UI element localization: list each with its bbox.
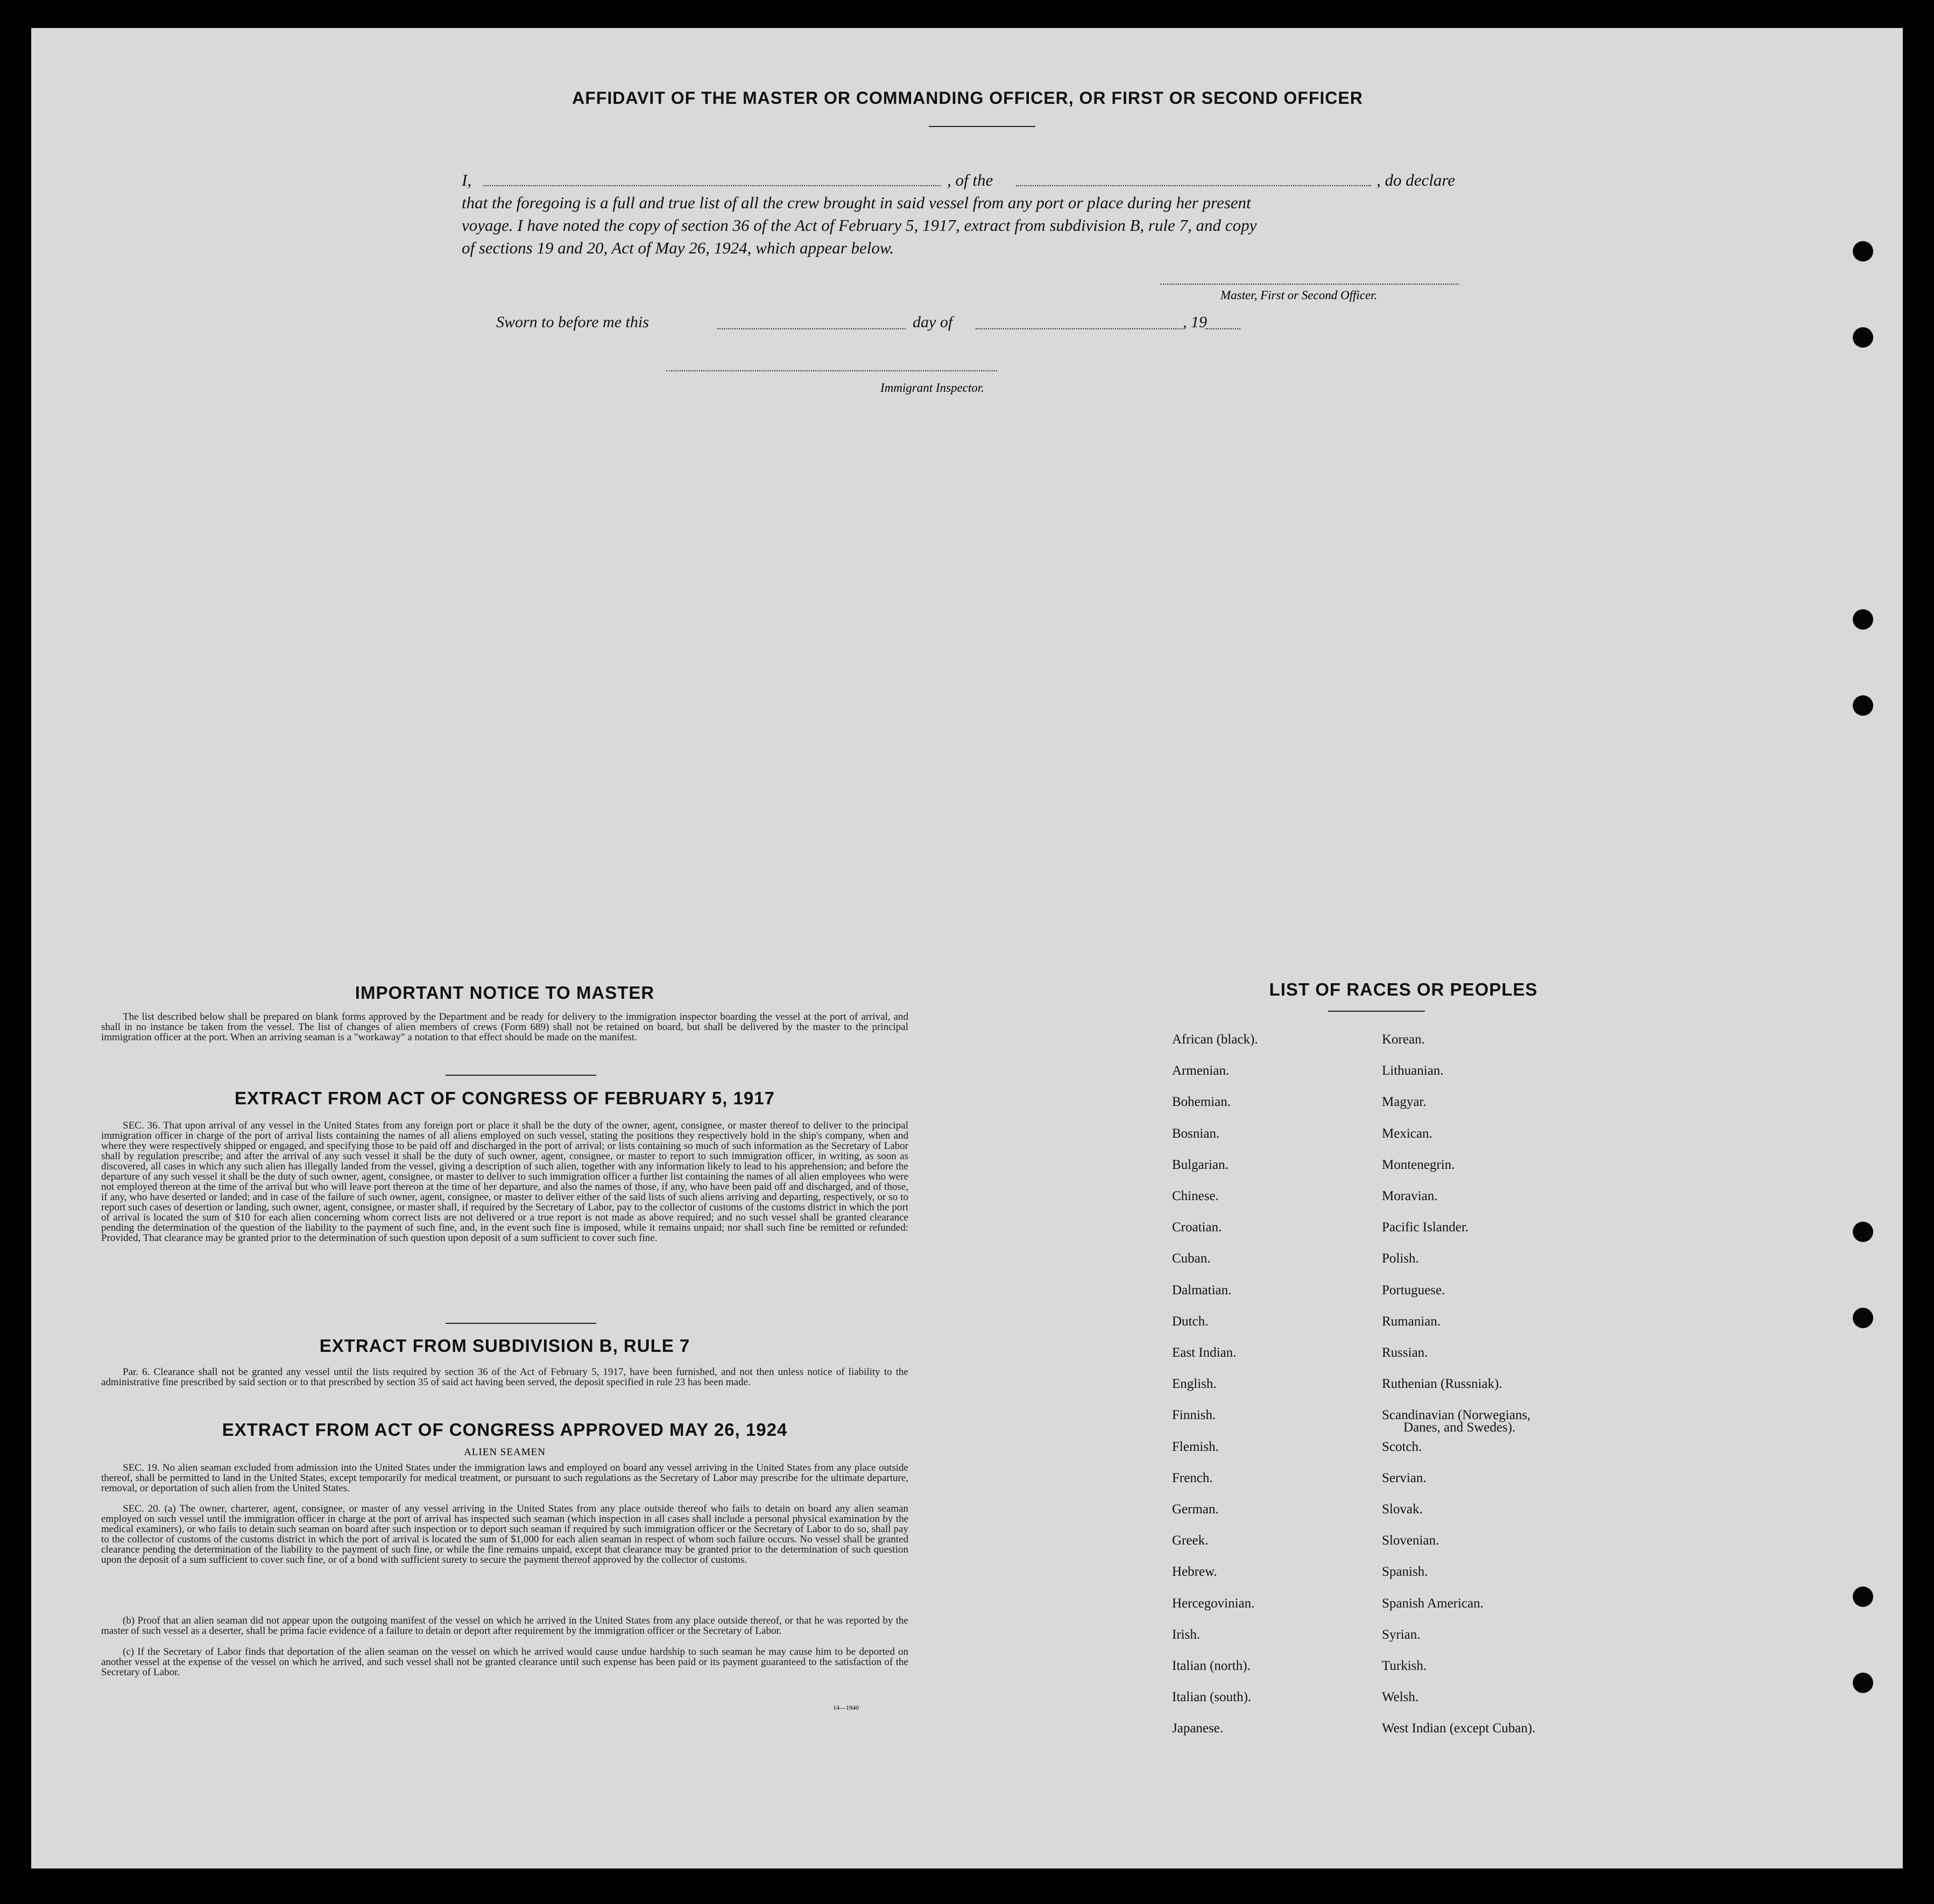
race-left-item: Japanese.: [1172, 1721, 1224, 1736]
master-signature-blank[interactable]: [1160, 284, 1459, 285]
extract-1917-text: SEC. 36. That upon arrival of any vessel in the United States from any foreign port or place it shall be the duty of the owner, agent, consignee, or master thereof to deliver to the principal immigration officer in charge of the port of arrival lists containing the names of all aliens employed on such vessel, stating the positions they respectively hold in the ship's company, when and where they were respectively shipped or engaged, and specifying those to be paid off and discharged in the port of arrival; or lists containing so much of such information as the Secretary of Labor shall by regulation prescribe; and after the arrival of any such vessel it shall be the duty of such owner, agent, consignee, or master to report to such immigration officer, in writing, as soon as discovered, all cases in which any such alien has illegally landed from the vessel, giving a description of such alien, together with any information likely to lead to his apprehension; and before the departure of any such vessel it shall be the duty of such owner, agent, consignee, or master to deliver to such immigration officer a further list containing the names of all alien employees who were not employed thereon at the time of the arrival but who will leave port thereon at the time of her departure, and also the names of those, if any, who have been paid off and discharged, and of those, if any, who have deserted or landed; and in case of the failure of such owner, agent, consignee, or master to deliver either of the said lists of such aliens arriving and departing, respectively, or so to report such cases of desertion or landing, such owner, agent, consignee, or master shall, if required by the Secretary of Labor, pay to the collector of customs of the customs district in which the port of arrival is located the sum of $10 for each alien concerning whom correct lists are not delivered or a true report is not made as above required; and no such vessel shall be granted clearance pending the determination of the question of the liability to the payment of such fine, and, in the event such fine is imposed, while it remains unpaid; nor shall such fine be remitted or refunded: Provided, That clearance may be granted prior to the determination of such question upon deposit of a sum sufficient to cover such fine.: [101, 1120, 908, 1244]
alien-seamen-subtitle: ALIEN SEAMEN: [464, 1447, 546, 1458]
subdivision-b-text: Par. 6. Clearance shall not be granted any vessel until the lists required by section 36 of the Act of February 5, 1917, have been furnished, and not then unless notice of liability to the administrative fine prescribed by said section or to that prescribed by section 35 of said act having been served, the deposit specified in rule 23 has been made.: [101, 1366, 908, 1388]
race-left-item: African (black).: [1172, 1032, 1258, 1047]
affidavit-line-1: [462, 169, 1527, 192]
race-right-item: Spanish.: [1382, 1564, 1428, 1579]
vessel-blank[interactable]: [1016, 185, 1371, 186]
sec-20c-text: (c) If the Secretary of Labor finds that deportation of the alien seaman on the vessel on which he arrived would cause undue hardship to such seaman he may cause him to be deported on another vessel at the expense of the vessel on which he arrived, and such vessel shall not be granted clearance until such expense has been paid or its payment guaranteed to the satisfaction of the Secretary of Labor.: [101, 1646, 908, 1678]
subdivision-b-title: EXTRACT FROM SUBDIVISION B, RULE 7: [319, 1336, 690, 1356]
affidavit-line-4: of sections 19 and 20, Act of May 26, 1924, which appear below.: [462, 238, 894, 257]
extract-1917-title: EXTRACT FROM ACT OF CONGRESS OF FEBRUARY 5, 1917: [235, 1088, 775, 1108]
race-right-item: Polish.: [1382, 1251, 1419, 1266]
sworn-year-label: , 19: [1183, 313, 1207, 331]
affidavit-line-2: that the foregoing is a full and true list of all the crew brought in said vessel from any port or place during her present: [462, 193, 1251, 212]
race-left-item: Croatian.: [1172, 1220, 1222, 1235]
race-left-item: Greek.: [1172, 1533, 1209, 1548]
race-scandinavian-cont: Danes, and Swedes).: [1403, 1420, 1516, 1435]
race-right-item: West Indian (except Cuban).: [1382, 1721, 1536, 1736]
race-left-item: Armenian.: [1172, 1063, 1230, 1078]
race-right-item: Welsh.: [1382, 1690, 1419, 1704]
sworn-prefix: Sworn to before me this: [496, 313, 649, 331]
race-left-item: East Indian.: [1172, 1345, 1237, 1360]
document-sheet: [31, 28, 1903, 1868]
race-left-item: Bohemian.: [1172, 1095, 1231, 1109]
name-blank[interactable]: [483, 185, 941, 186]
race-left-item: Flemish.: [1172, 1440, 1219, 1454]
race-right-item: Turkish.: [1382, 1659, 1427, 1673]
sec-19-text: SEC. 19. No alien seaman excluded from admission into the United States under the immigration laws and employed on board any vessel arriving in the United States from any place outside thereof, shall be permitted to land in the United States, except temporarily for medical treatment, or pursuant to such regulations as the Secretary of Labor may prescribe for the ultimate departure, removal, or deportation of such alien from the United States.: [101, 1462, 908, 1494]
race-left-item: English.: [1172, 1377, 1217, 1391]
affidavit-declare-label: , do declare: [1377, 171, 1456, 189]
sworn-day-blank[interactable]: [717, 328, 906, 329]
race-left-item: Bulgarian.: [1172, 1158, 1229, 1172]
punch-hole: [1853, 1308, 1873, 1328]
races-title: LIST OF RACES OR PEOPLES: [1269, 979, 1538, 999]
race-right-item: Magyar.: [1382, 1095, 1427, 1109]
title-divider: [929, 126, 1035, 127]
extract-1924-title: EXTRACT FROM ACT OF CONGRESS APPROVED MAY 26, 1924: [222, 1420, 788, 1440]
sworn-year-blank[interactable]: [1205, 328, 1240, 329]
extract-1917-divider: [446, 1323, 596, 1324]
notice-divider: [446, 1075, 596, 1076]
punch-hole: [1853, 241, 1873, 262]
race-right-item: Slovenian.: [1382, 1533, 1439, 1548]
race-left-item: Dalmatian.: [1172, 1283, 1232, 1297]
race-right-item: Russian.: [1382, 1345, 1428, 1360]
punch-hole: [1853, 695, 1873, 716]
race-left-item: German.: [1172, 1502, 1219, 1517]
sworn-line: [496, 313, 649, 332]
sworn-month-blank[interactable]: [976, 328, 1183, 329]
punch-hole: [1853, 327, 1873, 348]
race-left-item: Irish.: [1172, 1627, 1201, 1642]
master-caption: Master, First or Second Officer.: [1220, 288, 1378, 302]
race-right-item: Montenegrin.: [1382, 1158, 1455, 1172]
race-right-item: Ruthenian (Russniak).: [1382, 1377, 1502, 1391]
race-left-item: French.: [1172, 1471, 1213, 1485]
race-right-item: Mexican.: [1382, 1126, 1432, 1141]
race-right-item: Korean.: [1382, 1032, 1425, 1047]
inspector-caption: Immigrant Inspector.: [880, 381, 984, 394]
sec-20a-text: SEC. 20. (a) The owner, charterer, agent, consignee, or master of any vessel arriving in the United States from any place outside thereof who fails to detain on board any alien seaman employed on such vessel until the immigration officer in charge at the port of arrival has inspected such seaman (which inspection in all cases shall include a personal physical examination by the medical examiners), or who fails to detain such seaman on board after such inspection or to deport such seaman if required by such immigration officer or the Secretary of Labor to do so, shall pay to the collector of customs of the customs district in which the port of arrival is located the sum of $1,000 for each alien seaman in respect of whom such failure occurs. No vessel shall be granted clearance pending the determination of the liability to the payment of such fine, or while the fine remains unpaid, except that clearance may be granted prior to the determination of such question upon the deposit of a sum sufficient to cover such fine, or of a bond with sufficient surety to secure the payment thereof approved by the collector of customs.: [101, 1503, 908, 1565]
race-right-item: Portuguese.: [1382, 1283, 1445, 1297]
race-right-item: Moravian.: [1382, 1189, 1438, 1203]
race-right-item: Rumanian.: [1382, 1314, 1441, 1329]
inspector-signature-blank[interactable]: [666, 370, 997, 371]
punch-hole: [1853, 1222, 1873, 1242]
race-left-item: Hebrew.: [1172, 1564, 1217, 1579]
race-right-item: Pacific Islander.: [1382, 1220, 1469, 1235]
race-left-item: Chinese.: [1172, 1189, 1219, 1203]
punch-hole: [1853, 1673, 1873, 1693]
races-divider: [1328, 1011, 1425, 1012]
race-left-item: Finnish.: [1172, 1408, 1216, 1422]
race-left-item: Dutch.: [1172, 1314, 1209, 1329]
race-left-item: Bosnian.: [1172, 1126, 1220, 1141]
punch-hole: [1853, 609, 1873, 630]
race-left-item: Italian (south).: [1172, 1690, 1252, 1704]
race-right-item: Spanish American.: [1382, 1596, 1484, 1611]
race-right-item: Scandinavian (Norwegians,: [1382, 1408, 1531, 1422]
affidavit-title: AFFIDAVIT OF THE MASTER OR COMMANDING OFFICER, OR FIRST OR SECOND OFFICER: [572, 88, 1363, 108]
notice-title: IMPORTANT NOTICE TO MASTER: [355, 983, 655, 1003]
sworn-day-of: day of: [913, 313, 953, 331]
form-number: 14—1940: [833, 1704, 859, 1711]
race-right-item: Slovak.: [1382, 1502, 1423, 1517]
punch-hole: [1853, 1586, 1873, 1607]
race-right-item: Servian.: [1382, 1471, 1427, 1485]
race-right-item: Lithuanian.: [1382, 1063, 1444, 1078]
race-left-item: Italian (north).: [1172, 1659, 1251, 1673]
affidavit-of-the-label: , of the: [947, 171, 993, 189]
affidavit-i-label: I,: [462, 171, 472, 189]
race-left-item: Hercegovinian.: [1172, 1596, 1255, 1611]
race-right-item: Scotch.: [1382, 1440, 1422, 1454]
sec-20b-text: (b) Proof that an alien seaman did not appear upon the outgoing manifest of the vessel on which he arrived in the United States from any place outside thereof, or that he was reported by the master of such vessel as a deserter, shall be prima facie evidence of a failure to detain or deport after requirement by the immigration officer or the Secretary of Labor.: [101, 1615, 908, 1637]
race-right-item: Syrian.: [1382, 1627, 1421, 1642]
race-left-item: Cuban.: [1172, 1251, 1211, 1266]
notice-text: The list described below shall be prepared on blank forms approved by the Department and be ready for delivery to the immigration inspector boarding the vessel at the port of arrival, and shall in no instance be taken from the vessel. The list of changes of alien members of crews (Form 689) shall not be retained on board, but shall be delivered by the master to the principal immigration officer at the port. When an arriving seaman is a "workaway" a notation to that effect should be made on the manifest.: [101, 1011, 908, 1043]
affidavit-line-3: voyage. I have noted the copy of section 36 of the Act of February 5, 1917, extract from subdivision B, rule 7, and copy: [462, 216, 1257, 235]
